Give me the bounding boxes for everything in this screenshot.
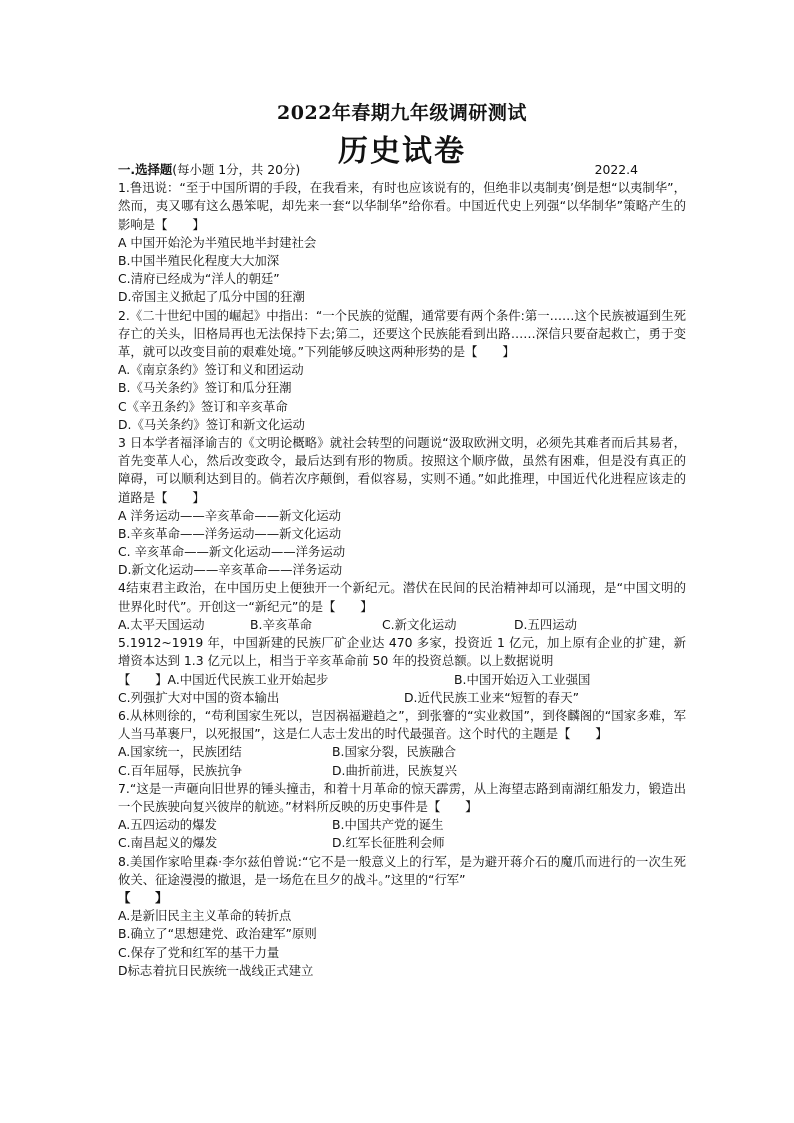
question-4-options (118, 616, 686, 634)
question-8-option-b: B.确立了“思想建党、政治建军”原则 (118, 926, 317, 942)
question-7-option-c: C.南昌起义的爆发 (118, 835, 218, 851)
question-3-option-b: B.辛亥革命——洋务运动——新文化运动 (118, 525, 342, 541)
question-2-option-b: B.《马关条约》签订和瓜分狂潮 (118, 380, 292, 396)
question-5-answer-option-a: 【 】A.中国近代民族工业开始起步 (118, 671, 329, 687)
question-6-options-row1 (118, 743, 686, 761)
exam-content (118, 161, 686, 980)
question-6-stem: 6.从林则徐的，“苟利国家生死以，岂因祸福避趋之”，到张謇的“实业救国”，到佟麟阁的“国家多难，军人当马革裹尸，以死报国”，这是仁人志士发出的时代最强音。这个时代的主题是【 】 (118, 707, 686, 742)
question-6-options-row2 (118, 762, 686, 780)
question-4-option-c: C.新文化运动 (382, 616, 457, 632)
question-4-option-a: A.太平天国运动 (118, 616, 205, 632)
question-4-stem: 4结束君主政治，在中国历史上便独开一个新纪元。潜伏在民间的民治精神却可以涌现，是“中国文明的世界化时代”。开创这一“新纪元”的是【 】 (118, 580, 686, 614)
question-8-answer-bracket: 【 】 (118, 889, 168, 905)
question-3-option-a: A 洋务运动——辛亥革命——新文化运动 (118, 507, 342, 523)
question-6-option-c: C.百年屈辱，民族抗争 (118, 762, 243, 778)
question-1-option-d: D.帝国主义掀起了瓜分中国的狂潮 (118, 289, 305, 305)
question-4-option-b: B.辛亥革命 (250, 616, 313, 632)
question-3-option-c: C. 辛亥革命——新文化运动——洋务运动 (118, 544, 346, 560)
question-1-stem: 1.鲁迅说：“至于中国所谓的手段，在我看来，有时也应该说有的，但绝非以夷制夷’倒是想“以夷制华”，然而，夷又哪有这么愚笨呢，却先来一套“以华制华”给你看。中国近代史上列强“以华制华”策略产生的影响是【 】 (118, 180, 686, 232)
question-4-option-d: D.五四运动 (514, 616, 578, 632)
question-1-option-b: B.中国半殖民化程度大大加深 (118, 253, 280, 268)
question-2-option-d: D.《马关条约》签订和新文化运动 (118, 416, 305, 432)
question-8-option-c: C.保存了党和红军的基干力量 (118, 944, 280, 960)
question-5-option-b: B.中国开始迈入工业强国 (454, 671, 591, 687)
question-1-option-a: A 中国开始沦为半殖民地半封建社会 (118, 234, 317, 250)
question-2-stem: 2.《二十世纪中国的崛起》中指出：“一个民族的觉醒，通常要有两个条件:第一……这个民族被逼到生死存亡的关头，旧格局再也无法保持下去;第二，还要这个民族能看到出路……深信只要奋起救亡，勇于变革，就可以改变目前的艰难处境。”下列能够反映这两种形势的是【 】 (118, 307, 686, 359)
section-heading: 一.选择题 (118, 162, 173, 177)
question-2-option-c: C《辛丑条约》签订和辛亥革命 (118, 398, 288, 414)
question-3-option-d: D.新文化运动——辛亥革命——洋务运动 (118, 562, 343, 578)
question-7-options-row2 (118, 834, 686, 852)
question-6-option-d: D.曲折前进，民族复兴 (332, 762, 457, 778)
question-7-option-a: A.五四运动的爆发 (118, 817, 217, 833)
question-8-stem: 8.美国作家哈里森·李尔兹伯曾说:“它不是一般意义上的行军，是为避开蒋介石的魔爪而进行的一次生死攸关、征途漫漫的撤退，是一场危在旦夕的战斗。”这里的“行军” (118, 853, 686, 887)
question-7-stem: 7.“这是一声砸向旧世界的锤头撞击，和着十月革命的惊天霹雳，从上海望志路到南湖红船发力，锻造出一个民族驶向复兴彼岸的航迹。”材料所反映的历史事件是【 】 (118, 780, 686, 814)
section-header (118, 161, 686, 179)
question-2-option-a: A.《南京条约》签订和义和团运动 (118, 362, 304, 378)
question-6-option-a: A.国家统一，民族团结 (118, 744, 242, 760)
question-5-option-d: D.近代民族工业来“短暂的春天” (404, 689, 580, 705)
exam-date: 2022.4 (594, 162, 638, 177)
question-7-option-d: D.红军长征胜利会师 (332, 835, 445, 851)
question-5-options-row1 (118, 671, 686, 689)
question-3-stem: 3 日本学者福泽谕吉的《文明论概略》就社会转型的问题说“汲取欧洲文明，必须先其难者而后其易者，首先变革人心，然后改变政令，最后达到有形的物质。按照这个顺序做，虽然有困难，但是没有真正的障碍，可以顺利达到目的。倘若次序颠倒，看似容易，实则不通。”如此推理，中国近代化进程应该走的道路是【 】 (118, 434, 686, 505)
exam-subtitle: 2022年春期九年级调研测试 (277, 102, 527, 124)
question-7-option-b: B.中国共产党的诞生 (332, 817, 444, 833)
question-8-option-d: D标志着抗日民族统一战线正式建立 (118, 962, 314, 978)
question-7-options-row1 (118, 816, 686, 834)
question-8-option-a: A.是新旧民主主义革命的转折点 (118, 908, 292, 924)
section-scoring: (每小题 1分，共 20分) (172, 162, 301, 177)
question-5-options-row2 (118, 689, 686, 707)
question-5-stem: 5.1912~1919 年，中国新建的民族厂矿企业达 470 多家，投资近 1 亿元，加上原有企业的扩建，新增资本达到 1.3 亿元以上，相当于辛亥革命前 50 年的投资总额。以上数据说明 (118, 635, 686, 669)
question-1-option-c: C.清府已经成为“洋人的朝廷” (118, 271, 280, 287)
exam-title: 历史试卷 (338, 134, 466, 169)
question-5-option-c: C.列强扩大对中国的资本输出 (118, 689, 280, 705)
question-6-option-b: B.国家分裂，民族融合 (332, 744, 456, 760)
